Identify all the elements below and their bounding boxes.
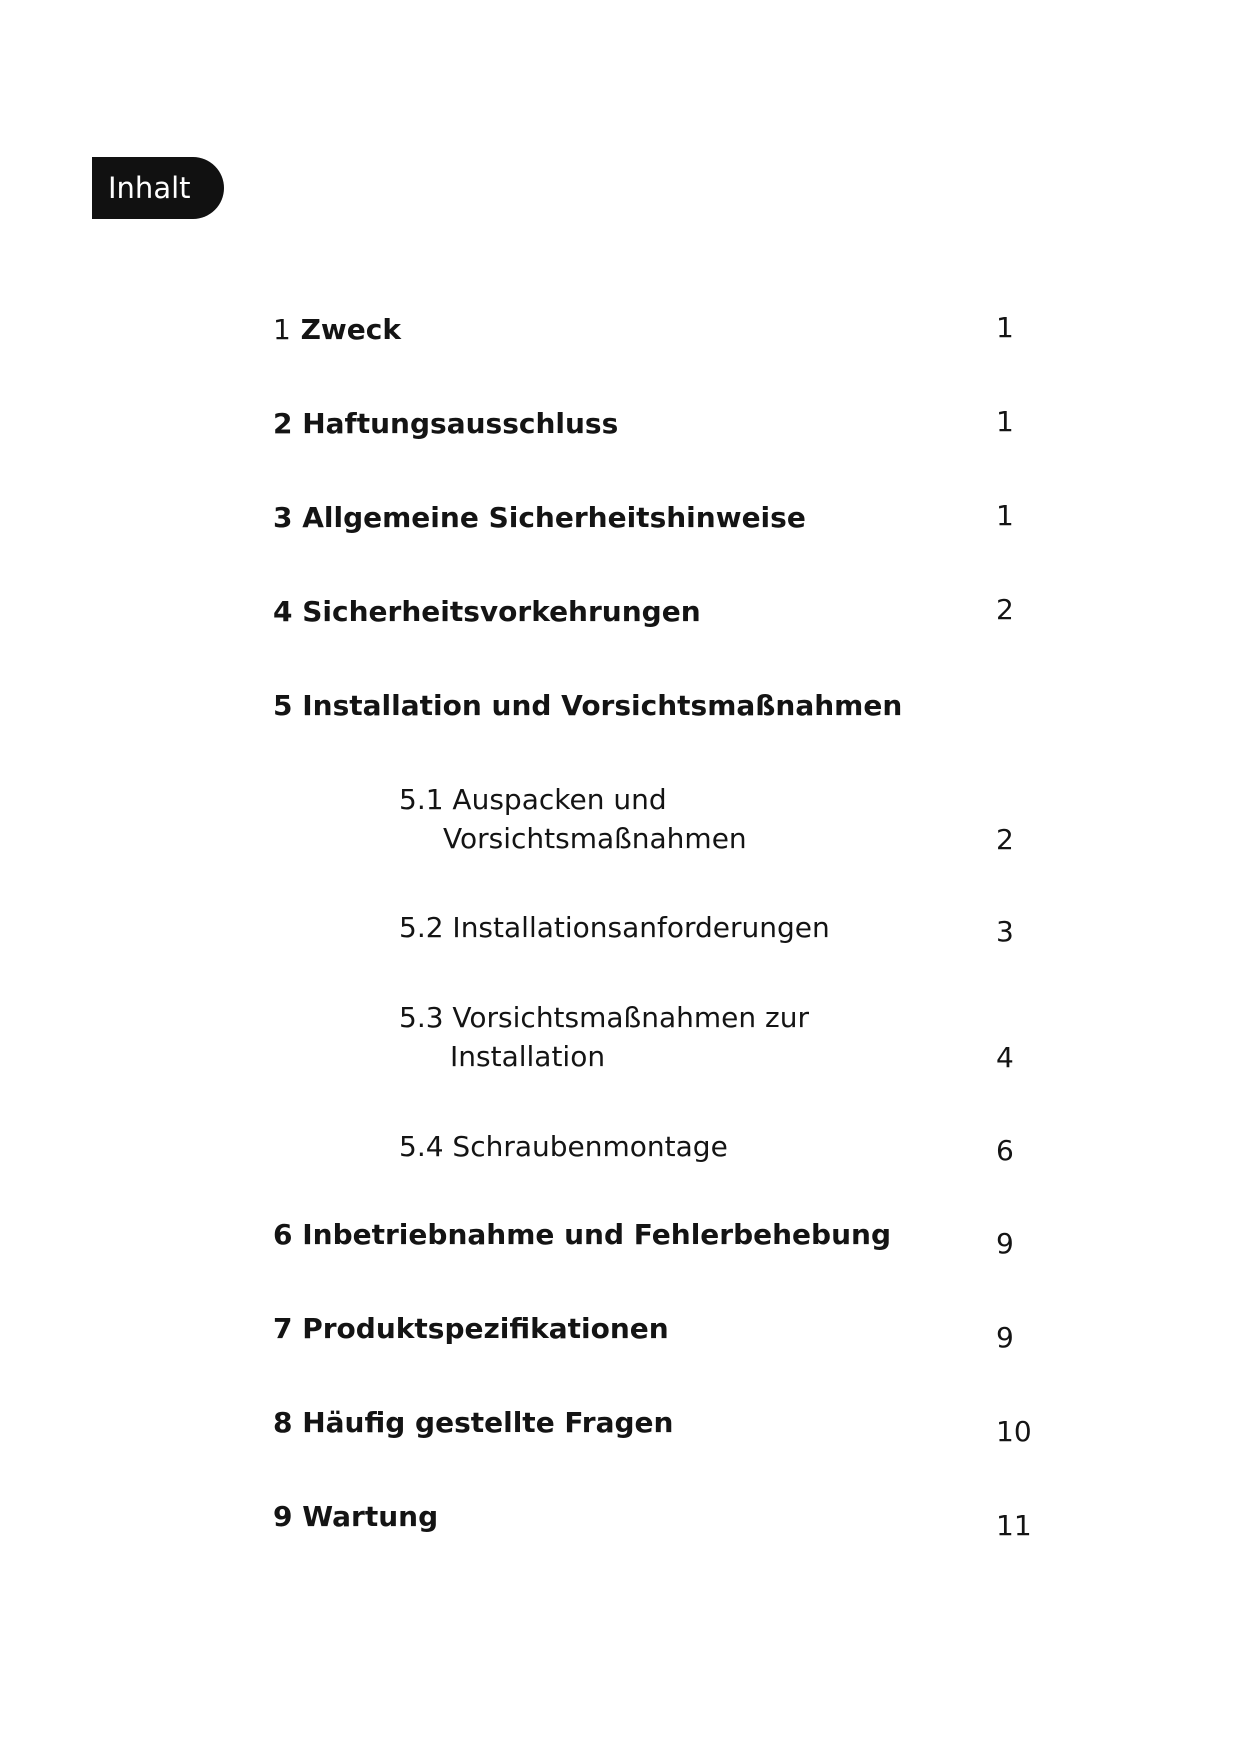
toc-entry-title: 5.4 Schraubenmontage (399, 1130, 728, 1163)
toc-page-number: 1 (996, 311, 1014, 344)
toc-entry-title (273, 312, 401, 348)
toc-page-number: 4 (996, 1041, 1014, 1074)
toc-page-number: 3 (996, 915, 1014, 948)
toc-entry-label: Zweck (300, 313, 401, 346)
toc-page-number: 2 (996, 823, 1014, 856)
toc-page-number: 10 (996, 1415, 1032, 1448)
toc-entry-line-1: 5.1 Auspacken und (399, 783, 667, 816)
toc-page-number: 1 (996, 405, 1014, 438)
toc-entry-title (399, 780, 747, 858)
toc-entry-title: 3 Allgemeine Sicherheitshinweise (273, 501, 806, 534)
toc-entry-title: 4 Sicherheitsvorkehrungen (273, 595, 701, 628)
toc-page-number: 2 (996, 593, 1014, 626)
toc-entry-title: 7 Produktspezifikationen (273, 1312, 669, 1345)
toc-page-number: 1 (996, 499, 1014, 532)
toc-entry-line-2: Vorsichtsmaßnahmen (443, 822, 747, 855)
toc-entry-number: 1 (273, 313, 291, 346)
toc-entry-title: 5 Installation und Vorsichtsmaßnahmen (273, 689, 903, 722)
toc-page-number: 9 (996, 1321, 1014, 1354)
toc-page-number: 11 (996, 1509, 1032, 1542)
toc-entry-title (399, 998, 809, 1076)
toc-entry-title: 2 Haftungsausschluss (273, 407, 619, 440)
toc-entry-title: 9 Wartung (273, 1500, 439, 1533)
contents-badge: Inhalt (92, 157, 224, 219)
toc-entry-title: 8 Häufig gestellte Fragen (273, 1406, 674, 1439)
toc-entry-title: 5.2 Installationsanforderungen (399, 911, 830, 944)
toc-entry-line-1: 5.3 Vorsichtsmaßnahmen zur (399, 1001, 809, 1034)
toc-entry-title: 6 Inbetriebnahme und Fehlerbehebung (273, 1218, 891, 1251)
toc-entry-line-2: Installation (450, 1040, 606, 1073)
toc-page-number: 6 (996, 1134, 1014, 1167)
toc-page-number: 9 (996, 1227, 1014, 1260)
